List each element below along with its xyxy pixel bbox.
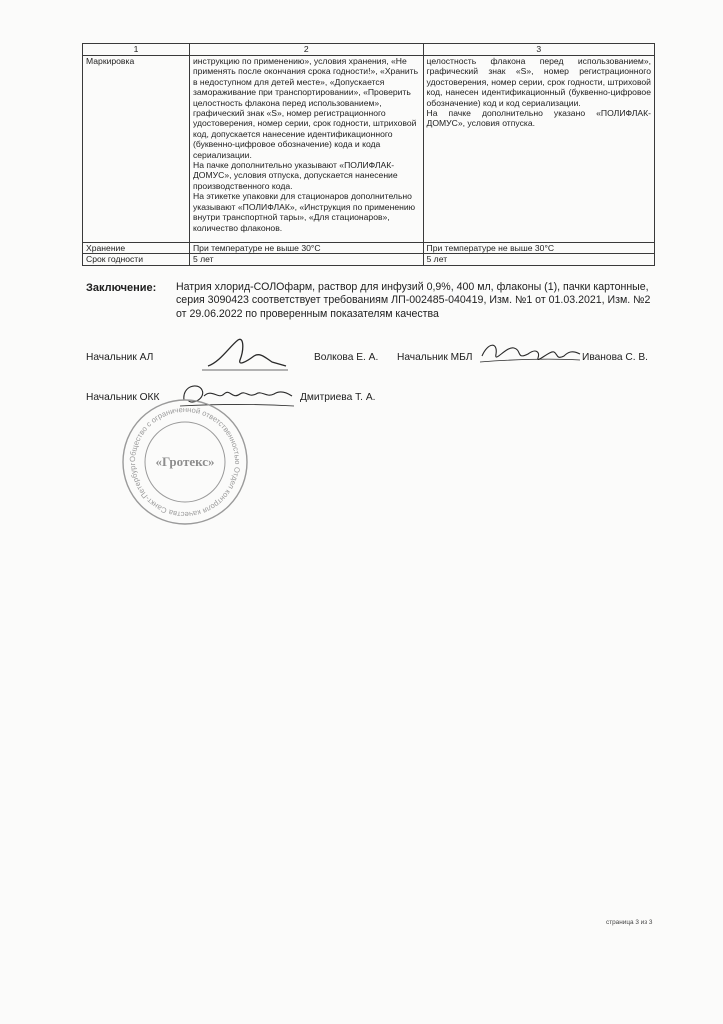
row-label: Хранение [83,243,190,254]
marking-requirements-cell [189,56,423,243]
storage-result: При температуре не выше 30°С [423,243,654,254]
marking-res-para-2: На пачке дополнительно указано «ПОЛИФЛАК-ДОМУС», условия отпуска. [426,108,651,129]
row-label: Маркировка [83,56,190,243]
okk-name: Дмитриева Т. А. [300,392,376,403]
al-signature-icon [200,336,290,372]
okk-title: Начальник ОКК [86,392,160,403]
mbl-signature-icon [476,336,582,370]
shelf-life-result: 5 лет [423,254,654,265]
page-number: страница 3 из 3 [606,919,653,926]
table-row-shelf-life [83,254,655,265]
header-col-2: 2 [189,44,423,56]
marking-req-para-3: На этикетке упаковки для стационаров дополнительно указывают «ПОЛИФЛАК», «Инструкция по применению внутри транспортной тары», «Для стационаров», количество флаконов. [192,191,416,233]
al-title: Начальник АЛ [86,352,154,363]
conclusion-label: Заключение: [86,282,157,294]
shelf-life-requirement: 5 лет [189,254,423,265]
seal-ring-text: Общество с ограниченной ответственностью Отдел контроля качества Санкт-Петербург [127,404,243,520]
mbl-title: Начальник МБЛ [397,352,473,363]
table-row-storage [83,243,655,254]
marking-req-para-2: На пачке дополнительно указывают «ПОЛИФЛАК-ДОМУС», условия отпуска, допускается нанесение производственного кода. [192,160,398,191]
row-label: Срок годности [83,254,190,265]
marking-req-para-1: инструкцию по применению», условия хранения, «Не применять после окончания срока годности!», «Хранить в недоступном для детей месте», «Допускается замораживание при транспортировании», «Проверить целостность флакона перед использованием», графический знак «S», номер регистрационного удостоверения, номер серии, срок годности, штриховой код, допускается нанесение идентификационного (буквенно-цифровое обозначение) кода и кода сериализации. [192,56,419,160]
company-seal-icon [120,397,250,527]
table-header-row [83,44,655,56]
header-col-1: 1 [83,44,190,56]
conclusion-text: Натрия хлорид-СОЛОфарм, раствор для инфузий 0,9%, 400 мл, флаконы (1), пачки картонные, серия 3090423 соответствует требованиям ЛП-002485-040419, Изм. №1 от 01.03.2021, Изм. №2 от 29.06.2022 по проверенным показателям качества [176,281,651,320]
marking-res-para-1: целостность флакона перед использованием», графический знак «S», номер регистрационного удостоверения, номер серии, срок годности, штриховой код, нанесен идентификационный (буквенно-цифровое обозначение) код и код сериализации. [426,56,651,108]
marking-result-cell [423,56,654,243]
mbl-name: Иванова С. В. [582,352,649,363]
al-name: Волкова Е. А. [314,352,379,363]
storage-requirement: При температуре не выше 30°С [189,243,423,254]
table-row-marking [83,56,655,243]
header-col-3: 3 [423,44,654,56]
seal-center-text: «Гротекс» [155,454,215,469]
specification-table [82,43,655,266]
